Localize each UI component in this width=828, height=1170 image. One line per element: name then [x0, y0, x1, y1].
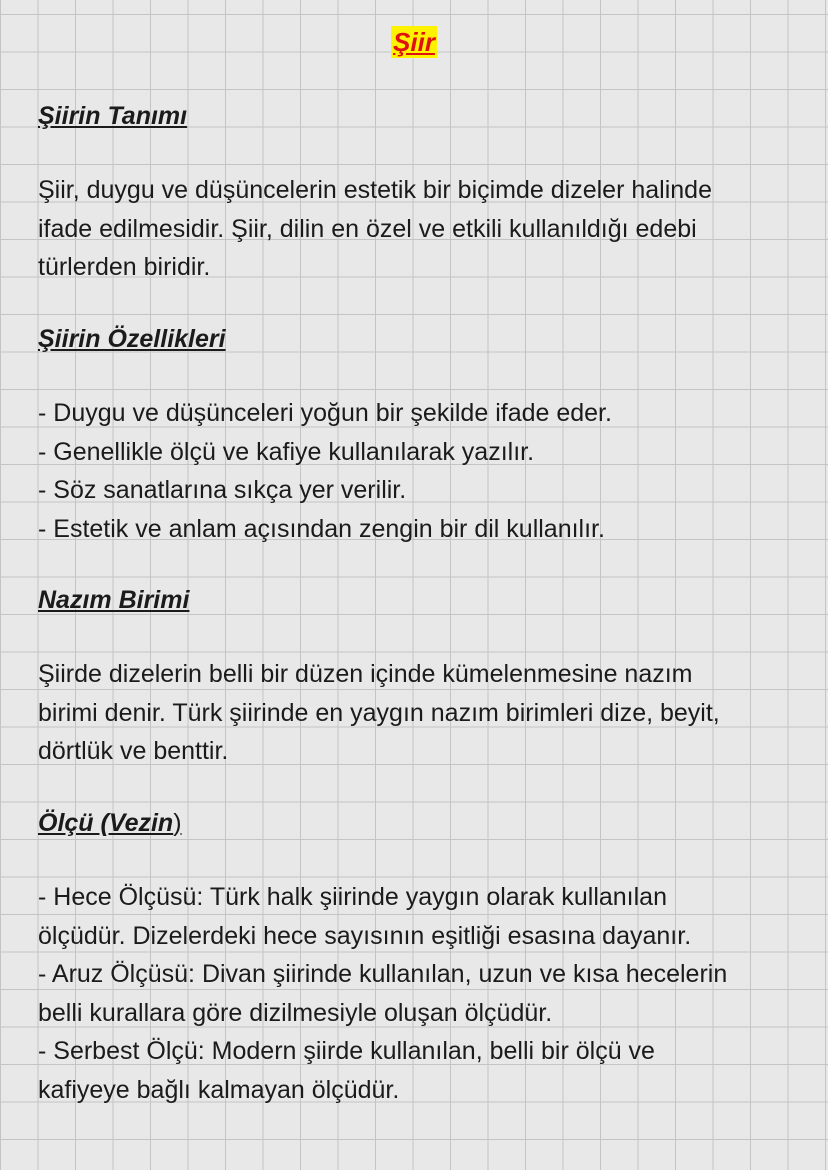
section-body-ozellikler [38, 394, 798, 548]
section-heading-tanim: Şiirin Tanımı [38, 102, 188, 130]
text-line: birimi denir. Türk şiirinde en yaygın nazım birimleri dize, beyit, [38, 698, 720, 727]
list-item: - Genellikle ölçü ve kafiye kullanılarak yazılır. [38, 437, 535, 466]
list-item: - Duygu ve düşünceleri yoğun bir şekilde ifade eder. [38, 399, 612, 427]
text-line: kafiyeye bağlı kalmayan ölçüdür. [38, 1075, 400, 1104]
text-line: Şiir, duygu ve düşüncelerin estetik bir biçimde dizeler halinde [38, 176, 712, 204]
section-heading-olcu [38, 807, 182, 839]
list-item: - Serbest Ölçü: Modern şiirde kullanılan, belli bir ölçü ve [38, 1037, 655, 1065]
page-title: Şiir [393, 27, 435, 57]
text-line: belli kurallara göre dizilmesiyle oluşan ölçüdür. [38, 998, 553, 1027]
title-container [0, 26, 828, 58]
section-body-nazim-birimi [38, 655, 798, 771]
text-line: ifade edilmesidir. Şiir, dilin en özel ve etkili kullanıldığı edebi [38, 214, 697, 243]
text-line: türlerden biridir. [38, 253, 211, 281]
section-body-tanim [38, 171, 798, 287]
text-line: ölçüdür. Dizelerdeki hece sayısının eşitliği esasına dayanır. [38, 921, 692, 950]
list-item: - Estetik ve anlam açısından zengin bir dil kullanılır. [38, 514, 605, 543]
text-line: Şiirde dizelerin belli bir düzen içinde kümelenmesine nazım [38, 660, 693, 688]
section-heading-nazim-birimi: Nazım Birimi [38, 586, 190, 614]
section-body-olcu [38, 878, 798, 1109]
heading-closing-paren: ) [173, 809, 182, 837]
text-line: dörtlük ve benttir. [38, 737, 229, 765]
list-item: - Aruz Ölçüsü: Divan şiirinde kullanılan, uzun ve kısa hecelerin [38, 960, 728, 988]
list-item: - Söz sanatlarına sıkça yer verilir. [38, 476, 407, 504]
section-heading-olcu-text: Ölçü (Vezin [38, 809, 174, 837]
list-item: - Hece Ölçüsü: Türk halk şiirinde yaygın olarak kullanılan [38, 883, 667, 911]
section-heading-ozellikler: Şiirin Özellikleri [38, 325, 226, 353]
